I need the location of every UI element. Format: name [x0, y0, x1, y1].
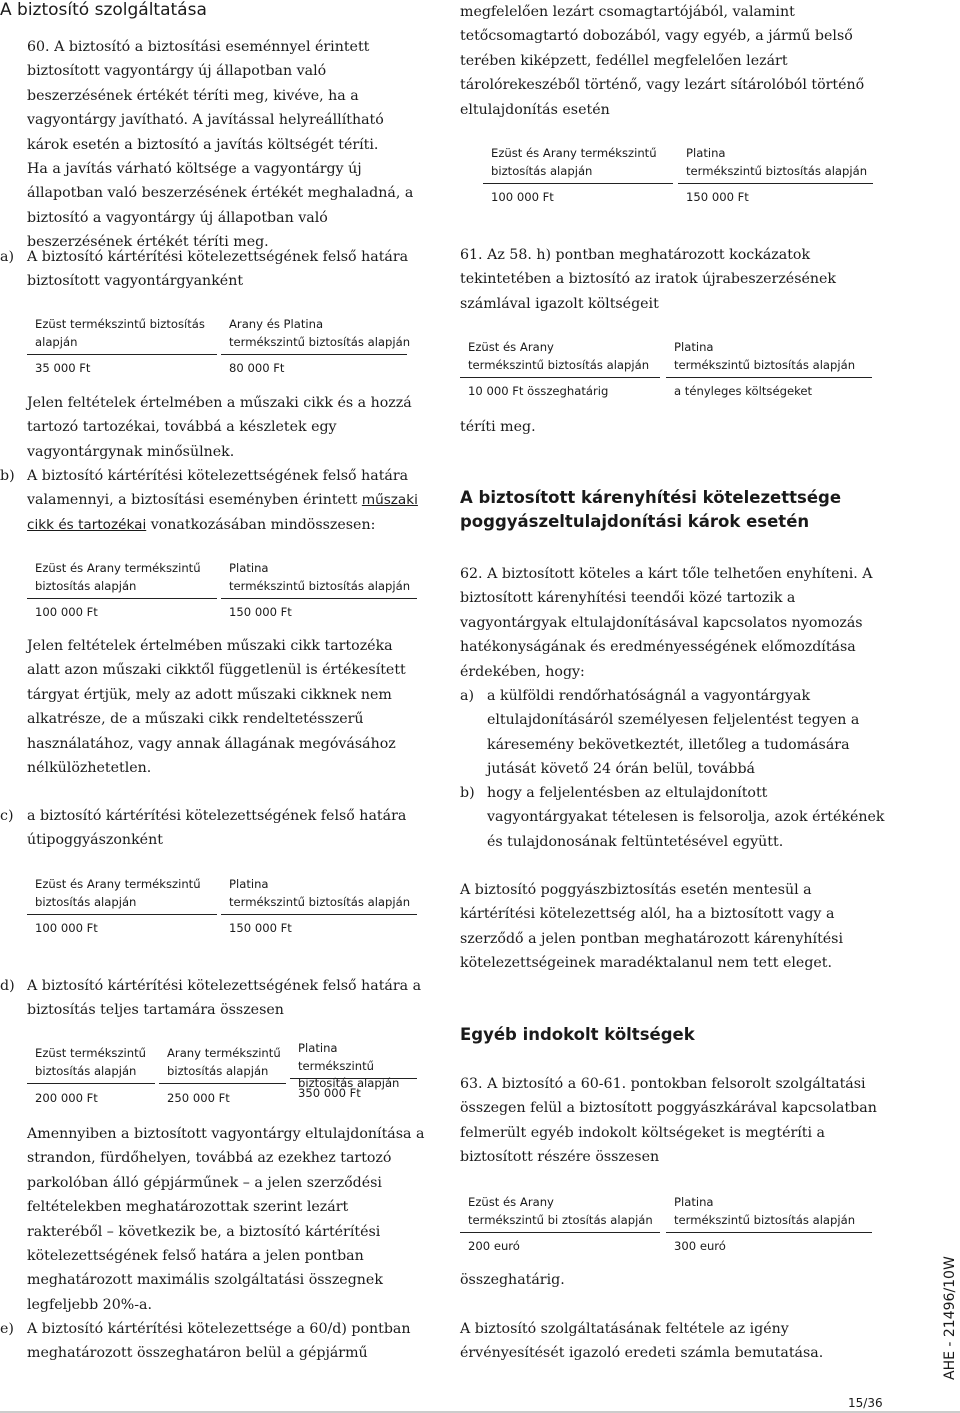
list-text: a biztosító kártérítési kötelezettségének felső határa útipoggyászonként [27, 808, 407, 849]
paragraph-60-intro: 60. A biztosító a biztosítási eseménnyel érintett biztosított vagyontárgy új állapotban való beszerzésének értékét téríti meg, kivéve, ha a vagyontárgy javítható. A javítással helyreállítható károk esetén a biztosító a javítás költségét téríti. [27, 39, 384, 153]
table-rule [666, 1232, 872, 1233]
document-code: AHE - 21496/10W [942, 1256, 958, 1380]
table-rule [221, 598, 417, 599]
table-value-silver: 200 000 Ft [35, 1091, 98, 1105]
list-label: c) [0, 808, 14, 824]
heading-mitigation-obligation: A biztosított kárenyhítési kötelezettsége poggyászeltulajdonítási károk esetén [460, 488, 842, 531]
table-header-platinum: Platina termékszintű biztosítás alapján [674, 1195, 856, 1227]
page-number: 15/36 [848, 1396, 883, 1410]
table-header-platinum: Platina termékszintű biztosítás alapján [229, 877, 411, 909]
table-header-platinum: Platina termékszintű biztosítás alapján [674, 340, 856, 372]
table-rule [290, 1078, 417, 1079]
list-text: hogy a feljelentésben az eltulajdonított vagyontárgyakat tételesen is felsorolja, azok értékének és tulajdonosának feltüntetésével együtt. [487, 785, 885, 850]
note-d: Amennyiben a biztosított vagyontárgy eltulajdonítása a strandon, fürdőhelyen, továbbá az ezekhez tartozó parkolóban álló gépjárműnek – a jelen szerződési feltételekben meghatározottak szerint lezárt rakteréből – következik be, a biztosító kártérítési kötelezettségének felső határa a jelen pontban meghatározott maximális szolgáltatási összegnek legfeljebb 20%-a. [27, 1126, 425, 1313]
table-rule [27, 598, 217, 599]
list-label: d) [0, 978, 15, 994]
table-header-silver-gold: Ezüst és Arany termékszintű biztosítás alapján [35, 877, 201, 909]
limit-table-e [483, 145, 878, 209]
table-value-silver: 35 000 Ft [35, 361, 91, 375]
list-label: e) [0, 1321, 14, 1337]
table-value-gold: 250 000 Ft [167, 1091, 230, 1105]
list-text: A biztosító kártérítési kötelezettségének felső határa biztosított vagyontárgyanként [27, 249, 409, 290]
paragraph-62: 62. A biztosított köteles a kárt tőle telhetően enyhíteni. A biztosított kárenyhítési teendői közé tartozik a vagyontárgyak eltulajdonításával kapcsolatos nyomozás hatékonyságának és eredményességének előmozdítása érdekében, hogy: [460, 566, 873, 680]
list-item-62a [460, 684, 885, 782]
table-value-silver-gold: 200 euró [468, 1239, 520, 1253]
heading-other-costs: Egyéb indokolt költségek [460, 1025, 695, 1044]
table-header-gold: Arany termékszintű biztosítás alapján [167, 1046, 281, 1078]
table-rule [483, 183, 673, 184]
note-b: Jelen feltételek értelmében műszaki cikk tartozéka alatt azon műszaki cikktől függetlenül is értékesített tárgyat értjük, mely az adott műszaki cikknek nem alkatrésze, de a műszaki cikk rendeltetésszerű használatához, vagy annak állagának megóvásához nélkülözhetetlen. [27, 638, 406, 777]
list-item-b [0, 464, 425, 537]
list-label: a) [0, 249, 14, 265]
list-label: a) [460, 688, 474, 704]
paragraph-63-condition: A biztosító szolgáltatásának feltétele az igény érvényesítését igazoló eredeti számla bemutatása. [460, 1321, 824, 1362]
paragraph-63: 63. A biztosító a 60-61. pontokban felsorolt szolgáltatási összegen felül a biztosított poggyászkárával kapcsolatban felmerült egyéb indokolt költségeket is megtéríti a biztosított részére összesen [460, 1076, 877, 1166]
table-rule [460, 377, 660, 378]
list-text: A biztosító kártérítési kötelezettsége a 60/d) pontban meghatározott összeghatáron belül a gépjármű [27, 1321, 411, 1362]
table-rule [159, 1083, 286, 1084]
table-header-platinum: Platina termékszintű biztosítás alapján [229, 561, 411, 593]
paragraph-62-exemption: A biztosító poggyászbiztosítás esetén mentesül a kártérítési kötelezettség alól, ha a biztosított vagy a szerződő a jelen pontban meghatározott kárenyhítési kötelezettségeinek maradéktalanul nem tett eleget. [460, 882, 843, 972]
limit-table-61 [460, 339, 878, 403]
list-label: b) [0, 468, 15, 484]
table-rule [460, 1232, 660, 1233]
continuation-e: megfelelően lezárt csomagtartójából, valamint tetőcsomagtartó dobozából, vagy egyéb, a jármű belső terében kiképzett, fedéllel megfelelően lezárt tárolórekeszéből történő, vagy lezárt sítárolóból történő eltulajdonítás esetén [460, 4, 865, 118]
table-value-silver-gold: 100 000 Ft [491, 190, 554, 204]
table-value-platinum: 150 000 Ft [229, 605, 292, 619]
note-a: Jelen feltételek értelmében a műszaki cikk és a hozzá tartozó tartozékai, továbbá a készletek egy vagyontárgynak minősülnek. [27, 395, 412, 460]
paragraph-63-end: összeghatárig. [460, 1272, 565, 1288]
list-text: A biztosító kártérítési kötelezettségének felső határa a biztosítás teljes tartamára összesen [27, 978, 422, 1019]
table-value-platinum: 300 euró [674, 1239, 726, 1253]
limit-table-d [27, 1041, 417, 1111]
table-rule [221, 354, 407, 355]
table-header-silver-gold: Ezüst és Arany termékszintű biztosítás alapján [491, 146, 657, 178]
table-header-gold-platinum: Arany és Platina termékszintű biztosítás alapján [229, 317, 411, 349]
list-item-c [0, 804, 425, 853]
limit-table-b [27, 560, 417, 624]
table-value-platinum: 150 000 Ft [229, 921, 292, 935]
paragraph-61-end: téríti meg. [460, 419, 536, 435]
table-rule [27, 914, 217, 915]
table-header-silver-gold: Ezüst és Arany termékszintű biztosítás alapján [35, 561, 201, 593]
paragraph-61: 61. Az 58. h) pontban meghatározott kockázatok tekintetében a biztosító az iratok újrabeszerzésének számlával igazolt költségeit [460, 247, 837, 312]
limit-table-c [27, 876, 417, 940]
list-text: a külföldi rendőrhatóságnál a vagyontárgyak eltulajdonításáról személyesen feljelentést tegyen a káresemény bekövetkeztét, illetőleg a tudomására jutását követő 24 órán belül, továbbá [487, 688, 860, 778]
section-title: A biztosító szolgáltatása [0, 0, 207, 20]
table-header-silver-gold: Ezüst és Arany termékszintű biztosítás alapján [468, 340, 650, 372]
table-rule [221, 914, 417, 915]
table-rule [27, 354, 217, 355]
table-header-silver: Ezüst termékszintű biztosítás alapján [35, 1046, 147, 1078]
table-header-platinum: Platina termékszintű biztosítás alapján [686, 146, 868, 178]
list-item-62b [460, 781, 885, 854]
table-value-platinum: 150 000 Ft [686, 190, 749, 204]
table-rule [678, 183, 873, 184]
table-value-silver-gold: 100 000 Ft [35, 921, 98, 935]
table-value-platinum: 350 000 Ft [298, 1086, 361, 1100]
list-item-d [0, 974, 425, 1023]
table-rule [666, 377, 872, 378]
table-rule [27, 1083, 155, 1084]
list-item-e [0, 1317, 425, 1366]
list-item-a [0, 245, 425, 294]
table-header-silver: Ezüst termékszintű biztosítás alapján [35, 317, 205, 349]
table-value-silver-gold: 10 000 Ft összeghatárig [468, 384, 609, 398]
limit-table-a [27, 316, 417, 380]
table-value-silver-gold: 100 000 Ft [35, 605, 98, 619]
table-header-silver-gold: Ezüst és Arany termékszintű bi ztosítás alapján [468, 1195, 653, 1227]
table-value-platinum: a tényleges költségeket [674, 384, 813, 398]
underlined-term: műszaki cikk és tartozékai [27, 492, 418, 533]
table-header-platinum: Platina termékszintű biztosítás alapján [298, 1041, 400, 1090]
list-label: b) [460, 785, 475, 801]
table-value-gold-platinum: 80 000 Ft [229, 361, 285, 375]
limit-table-63 [460, 1194, 878, 1258]
list-text: A biztosító kártérítési kötelezettségének felső határa valamennyi, a biztosítási eseményben érintett műszaki cikk és tartozékai vonatkozásában mindösszesen: [27, 468, 418, 533]
paragraph-60-repair: Ha a javítás várható költsége a vagyontárgy új állapotban való beszerzésének értékét meghaladná, a biztosító a vagyontárgy új állapotban való beszerzésének értékét téríti meg. [27, 161, 414, 251]
